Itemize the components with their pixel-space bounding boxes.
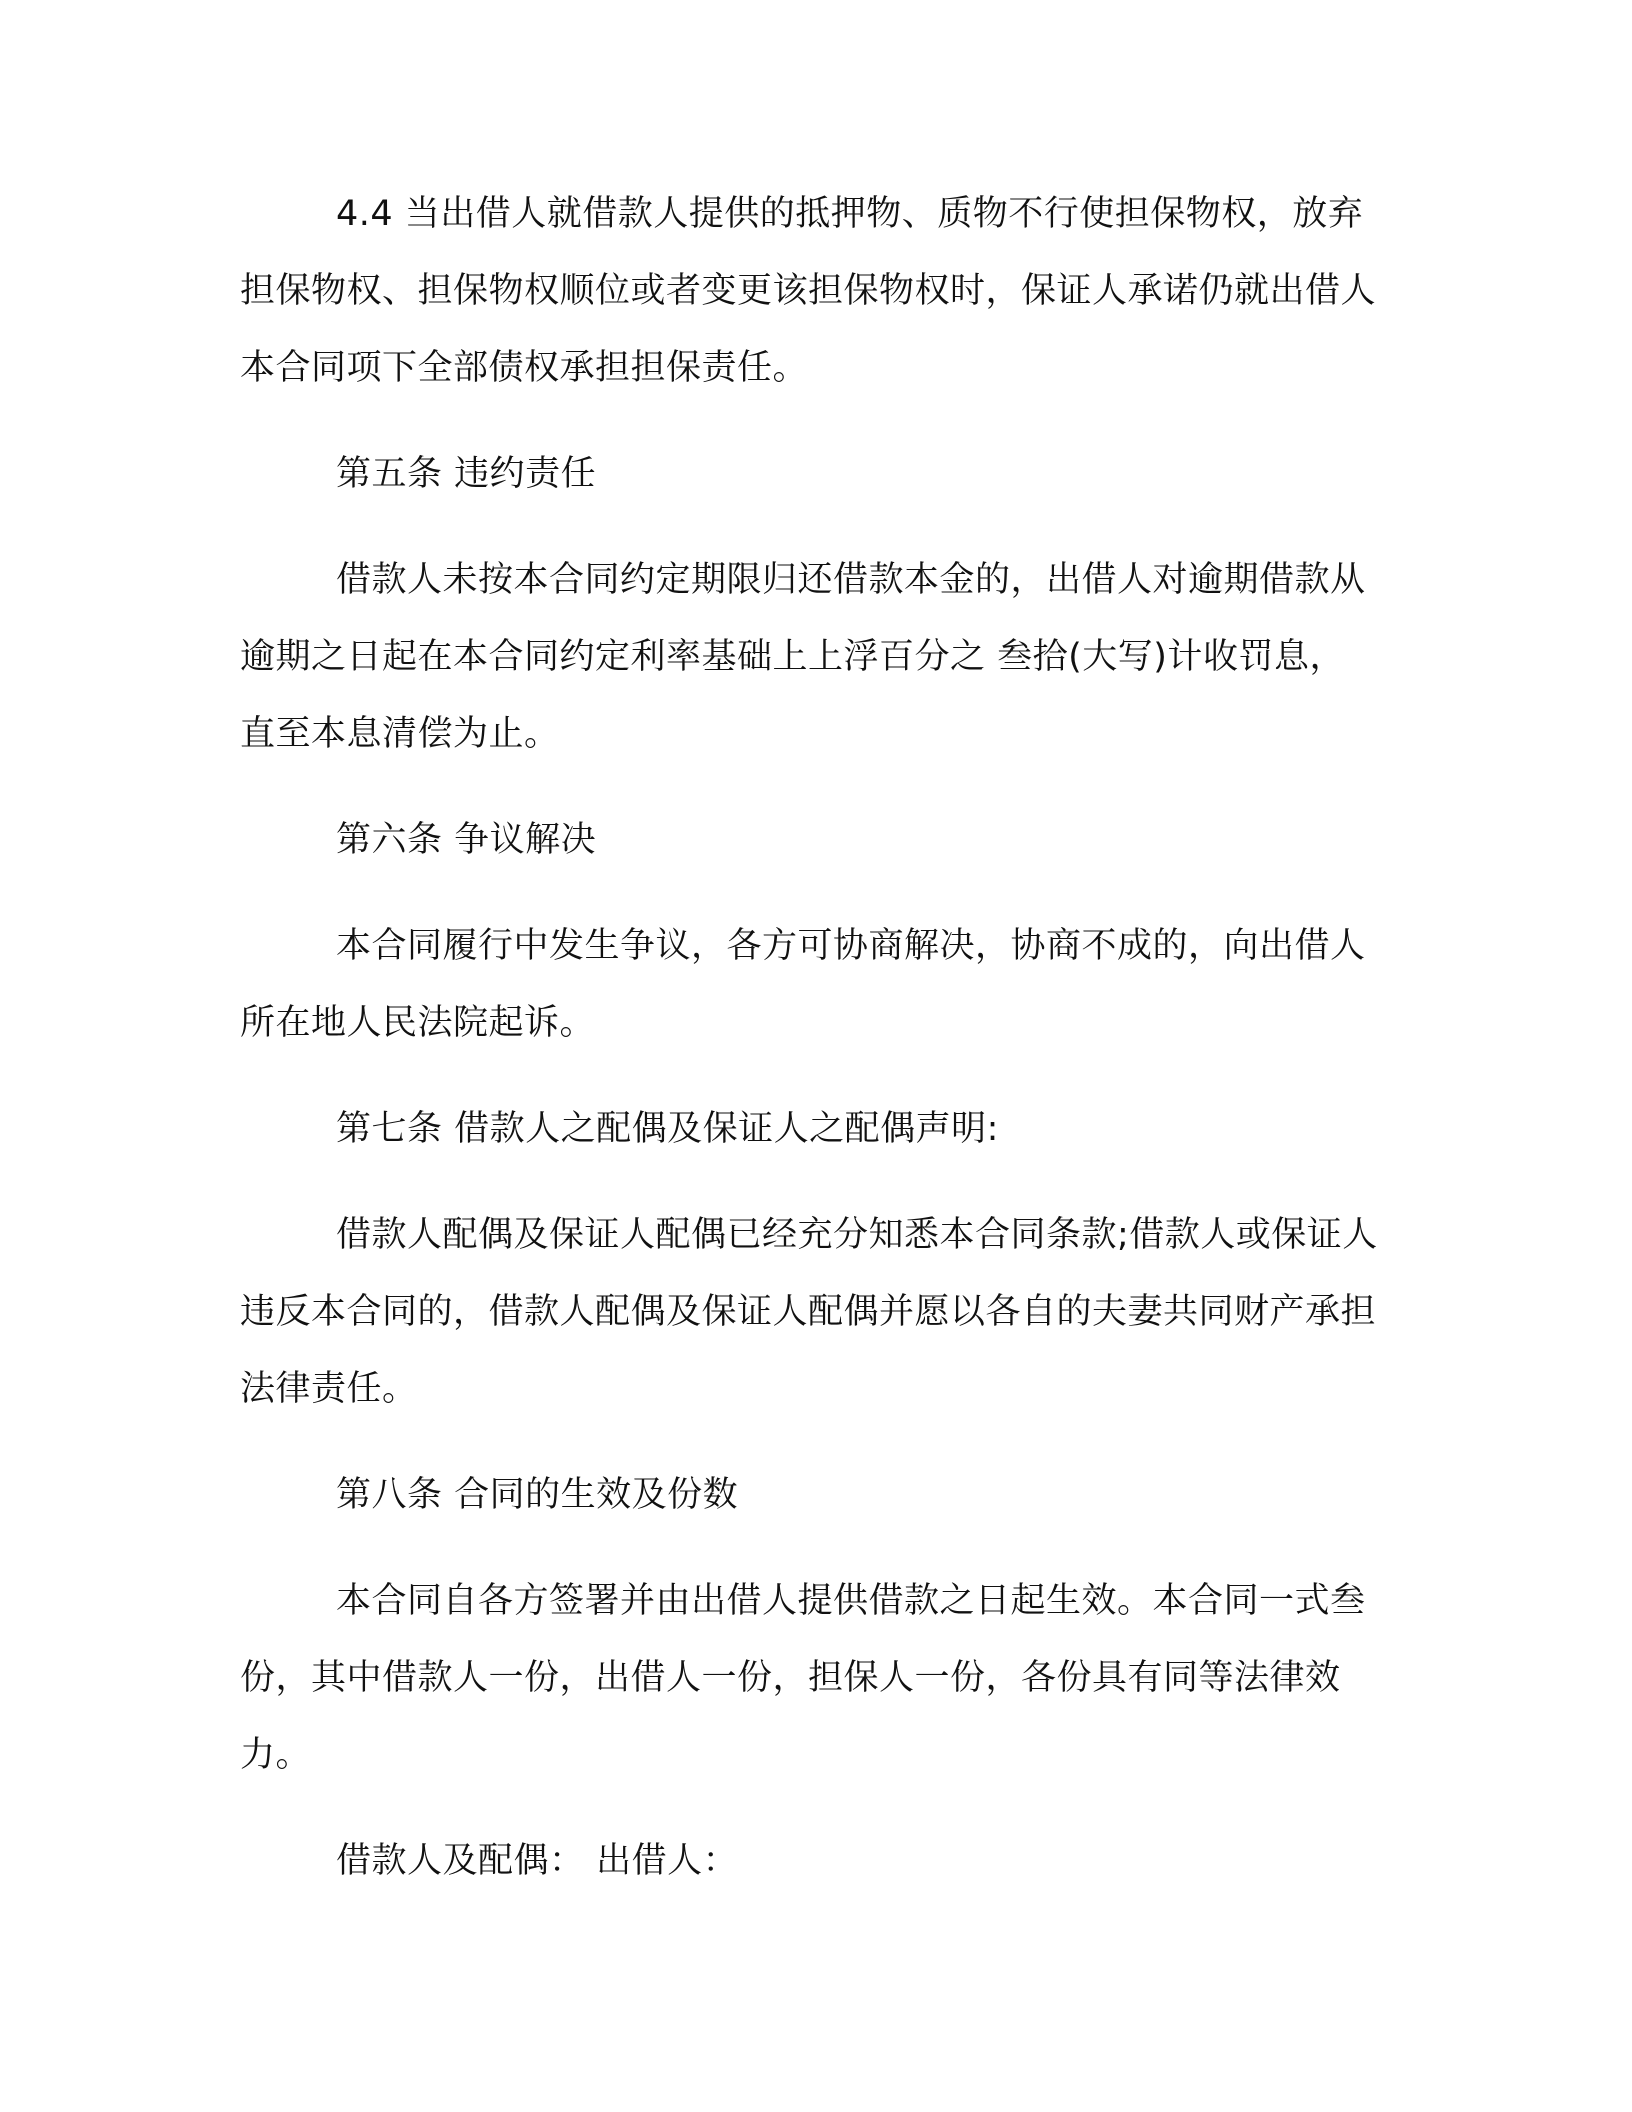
clause-4-4-paragraph: 4.4 当出借人就借款人提供的抵押物、质物不行使担保物权，放弃担保物权、担保物权顺位或者变更该担保物权时，保证人承诺仍就出借人本合同项下全部债权承担担保责任。: [240, 194, 1377, 388]
article-5-heading: 第五条 违约责任: [336, 454, 597, 494]
signature-line: 借款人及配偶： 出借人：: [336, 1841, 739, 1881]
article-5-paragraph: 借款人未按本合同约定期限归还借款本金的，出借人对逾期借款从逾期之日起在本合同约定利率基础上上浮百分之 叁拾(大写)计收罚息，直至本息清偿为止。: [240, 560, 1366, 754]
article-6-heading: 第六条 争议解决: [336, 820, 597, 860]
article-8-heading: 第八条 合同的生效及份数: [336, 1475, 739, 1515]
document-body: [240, 176, 1380, 1900]
article-6-paragraph: 本合同履行中发生争议，各方可协商解决，协商不成的，向出借人所在地人民法院起诉。: [240, 926, 1366, 1043]
article-7-paragraph: 借款人配偶及保证人配偶已经充分知悉本合同条款;借款人或保证人违反本合同的，借款人配偶及保证人配偶并愿以各自的夫妻共同财产承担法律责任。: [240, 1215, 1378, 1409]
article-8-paragraph: 本合同自各方签署并由出借人提供借款之日起生效。本合同一式叁份，其中借款人一份，出借人一份，担保人一份，各份具有同等法律效力。: [240, 1581, 1366, 1775]
article-7-heading: 第七条 借款人之配偶及保证人之配偶声明:: [336, 1109, 999, 1149]
